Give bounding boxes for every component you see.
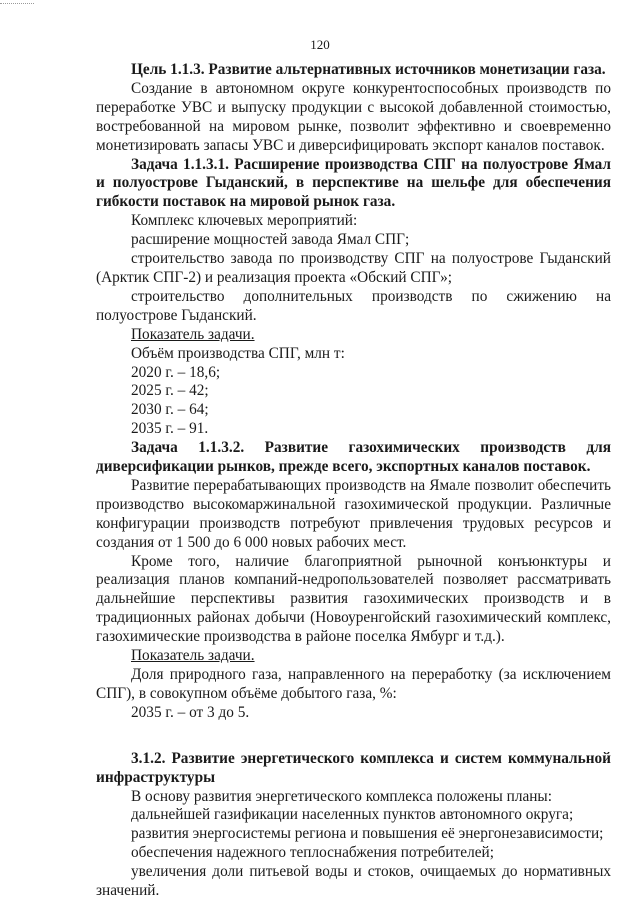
task2-heading: Задача 1.1.3.2. Развитие газохимических производств для диверсификации рынков, прежде всего, экспортных каналов поставок.: [96, 439, 611, 476]
section-item-2: развития энергосистемы региона и повышения её энергонезависимости;: [131, 825, 604, 843]
goal-text: Создание в автономном округе конкурентоспособных производств по переработке УВС и выпуску продукции с высокой добавленной стоимостью, востребованной на мировом рынке, позволит эффективно и своевременно монетизировать запасы УВС и диверсифицировать экспорт каналов поставок.: [96, 79, 611, 154]
task1-heading: Задача 1.1.3.1. Расширение производства СПГ на полуострове Ямал и полуострове Гыданский, в перспективе на шельфе для обеспечения гибкости поставок на мировой рынок газа.: [96, 155, 611, 211]
task1-measures-title: Комплекс ключевых мероприятий:: [131, 212, 358, 230]
section-item-1: дальнейшей газификации населенных пунктов автономного округа;: [131, 806, 574, 824]
goal-heading: Цель 1.1.3. Развитие альтернативных источников монетизации газа.: [131, 61, 606, 78]
section-spacer-2: [96, 742, 611, 750]
task1-measure-1: расширение мощностей завода Ямал СПГ;: [131, 231, 410, 249]
task1-value-2025: 2025 г. – 42;: [131, 382, 209, 400]
section-item-3: обеспечения надежного теплоснабжения потребителей;: [131, 844, 494, 862]
page-number: 120: [310, 37, 330, 52]
section-spacer: [96, 723, 611, 742]
task1-value-2020: 2020 г. – 18,6;: [131, 363, 221, 381]
section-intro: В основу развития энергетического комплекса положены планы:: [131, 787, 552, 805]
task1-indicator-title: Объём производства СПГ, млн т:: [131, 344, 345, 362]
task2-paragraph-1: Развитие перерабатывающих производств на Ямале позволит обеспечить производство высокомаржинальной газохимической продукции. Различные конфигурации производств потребуют привлечения трудовых ресурсов и создания от 1 500 до 6 000 новых рабочих мест.: [96, 476, 611, 551]
task1-measure-3: строительство дополнительных производств по сжижению на полуострове Гыданский.: [96, 287, 611, 324]
task2-paragraph-2: Кроме того, наличие благоприятной рыночной конъюнктуры и реализация планов компаний-недропользователей позволяет рассматривать дальнейшие перспективы развития газохимических производств и в традиционных районах добычи (Новоуренгойский газохимический комплекс, газохимические производства в районе поселка Ямбург и т.д.).: [96, 552, 611, 646]
task2-indicator-text: Доля природного газа, направленного на переработку (за исключением СПГ), в совокупном объёме добытого газа, %:: [96, 666, 611, 702]
corner-mark: [0, 3, 34, 4]
task2-value-2035: 2035 г. – от 3 до 5.: [131, 703, 250, 721]
document-body: [96, 61, 611, 901]
task1-value-2030: 2030 г. – 64;: [131, 401, 209, 419]
section-item-4: увеличения доли питьевой воды и стоков, очищаемых до нормативных значений.: [96, 863, 611, 900]
task1-indicator-label: Показатель задачи.: [131, 325, 255, 343]
task1-measure-2: строительство завода по производству СПГ на полуострове Гыданский (Арктик СПГ-2) и реализация проекта «Обский СПГ»;: [96, 250, 611, 286]
section-heading: 3.1.2. Развитие энергетического комплекса и систем коммунальной инфраструктуры: [96, 749, 611, 786]
task1-value-2035: 2035 г. – 91.: [131, 420, 209, 438]
task2-indicator-label: Показатель задачи.: [131, 647, 255, 665]
